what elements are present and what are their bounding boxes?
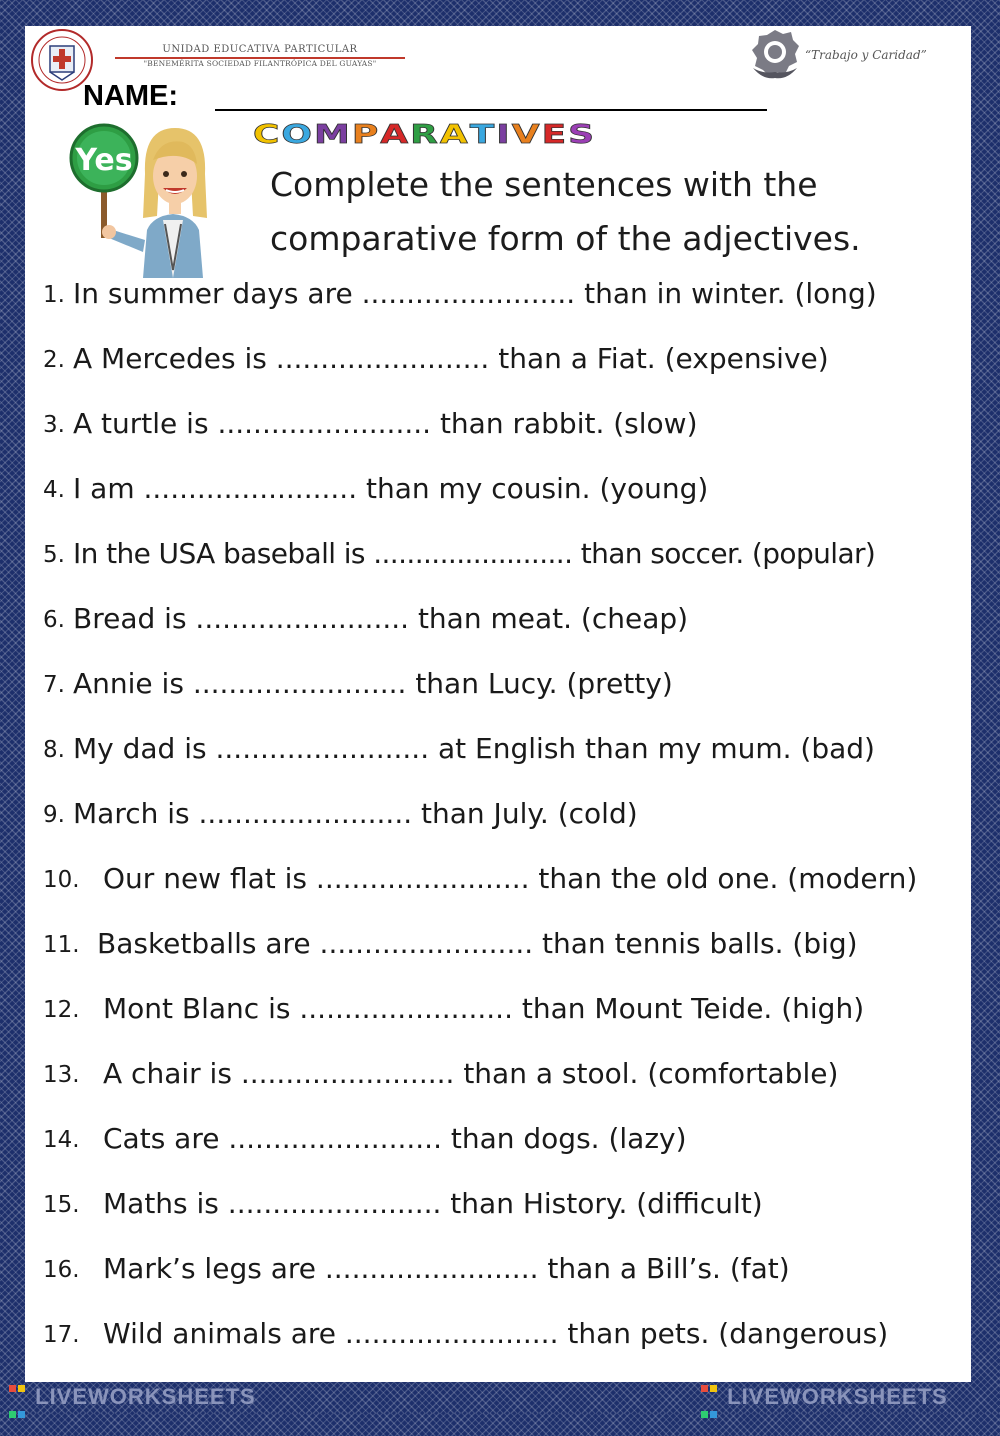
exercise-number: 2. (43, 347, 65, 373)
exercise-sentence[interactable]: Mont Blanc is ........................ than Mount Teide. (high) (103, 992, 865, 1025)
exercise-sentence[interactable]: Bread is ........................ than meat. (cheap) (73, 602, 689, 635)
exercise-sentence[interactable]: A Mercedes is ........................ than a Fiat. (expensive) (73, 342, 829, 375)
exercise-sentence[interactable]: My dad is ........................ at English than my mum. (bad) (73, 732, 875, 765)
exercise-sentence[interactable]: Wild animals are ........................ than pets. (dangerous) (103, 1317, 889, 1350)
footer-square (18, 1411, 25, 1418)
title-letter: R (410, 119, 440, 150)
title-letter: A (439, 119, 470, 150)
exercise-sentence[interactable]: Mark’s legs are ........................ than a Bill’s. (fat) (103, 1252, 790, 1285)
exercise-number: 17. (43, 1322, 80, 1348)
worksheet-title (253, 118, 971, 150)
exercise-number: 5. (43, 542, 65, 568)
exercise-number: 4. (43, 477, 65, 503)
exercise-number: 14. (43, 1127, 80, 1153)
exercise-sentence[interactable]: Maths is ........................ than History. (difficult) (103, 1187, 763, 1220)
exercise-number: 1. (43, 282, 65, 308)
school-name-line2: "BENEMÉRITA SOCIEDAD FILANTRÓPICA DEL GUAYAS" (143, 59, 377, 68)
exercise-number: 13. (43, 1062, 80, 1088)
exercise-sentence[interactable]: A turtle is ........................ than rabbit. (slow) (73, 407, 698, 440)
footer-brand-squares-icon (700, 1384, 720, 1436)
exercise-number: 10. (43, 867, 80, 893)
exercise-number: 3. (43, 412, 65, 438)
school-name (115, 44, 405, 68)
worksheet-page (25, 26, 971, 1382)
exercise-number: 8. (43, 737, 65, 763)
title-letter: A (380, 119, 411, 150)
exercise-sentence[interactable]: A chair is ........................ than a stool. (comfortable) (103, 1057, 839, 1090)
title-letter: C (253, 119, 282, 150)
exercise-sentence[interactable]: Cats are ........................ than dogs. (lazy) (103, 1122, 687, 1155)
school-motto: “Trabajo y Caridad” (805, 48, 927, 62)
exercise-sentence[interactable]: Basketballs are ........................ than tennis balls. (big) (97, 927, 858, 960)
exercise-number: 9. (43, 802, 65, 828)
footer-square (701, 1411, 708, 1418)
footer-square (710, 1385, 717, 1392)
title-letter: M (314, 119, 352, 150)
exercise-number: 7. (43, 672, 65, 698)
exercise-number: 6. (43, 607, 65, 633)
footer-brand-squares-icon (8, 1384, 28, 1436)
exercise-number: 15. (43, 1192, 80, 1218)
exercise-sentence[interactable]: Annie is ........................ than Lucy. (pretty) (73, 667, 673, 700)
footer-brand-right (700, 1384, 948, 1409)
instructions-text: Complete the sentences with the comparative form of the adjectives. (270, 165, 861, 258)
exercise-sentence[interactable]: March is ........................ than July. (cold) (73, 797, 638, 830)
school-name-line1: UNIDAD EDUCATIVA PARTICULAR (162, 44, 358, 55)
title-letter: I (496, 119, 512, 150)
title-letter: O (281, 119, 315, 150)
hands-emblem-icon (749, 28, 801, 84)
title-letter: P (351, 119, 381, 150)
footer-brand-text-right: LIVEWORKSHEETS (727, 1384, 948, 1409)
name-label: NAME: (83, 80, 179, 112)
title-letter: S (568, 119, 597, 150)
title-letter: V (511, 119, 542, 150)
footer-brand-text-left: LIVEWORKSHEETS (35, 1384, 256, 1409)
footer-square (9, 1411, 16, 1418)
exercise-number: 16. (43, 1257, 80, 1283)
footer-square (18, 1385, 25, 1392)
exercise-sentence[interactable]: Our new flat is ........................ than the old one. (modern) (103, 862, 918, 895)
exercise-sentence[interactable]: In summer days are ........................ than in winter. (long) (73, 277, 877, 310)
yes-sign-text: Yes (75, 143, 133, 178)
avatar-yes-sign-icon (61, 120, 231, 278)
title-letter: T (469, 119, 497, 150)
footer-brand-left (8, 1384, 256, 1409)
footer-square (701, 1385, 708, 1392)
footer-square (710, 1411, 717, 1418)
exercise-number: 11. (43, 932, 80, 958)
title-letter: E (541, 119, 569, 150)
exercise-sentence[interactable]: In the USA baseball is ........................ than soccer. (popular) (73, 537, 876, 570)
exercise-number: 12. (43, 997, 80, 1023)
footer-square (9, 1385, 16, 1392)
exercise-sentence[interactable]: I am ........................ than my cousin. (young) (73, 472, 709, 505)
name-input-line[interactable] (215, 109, 767, 111)
